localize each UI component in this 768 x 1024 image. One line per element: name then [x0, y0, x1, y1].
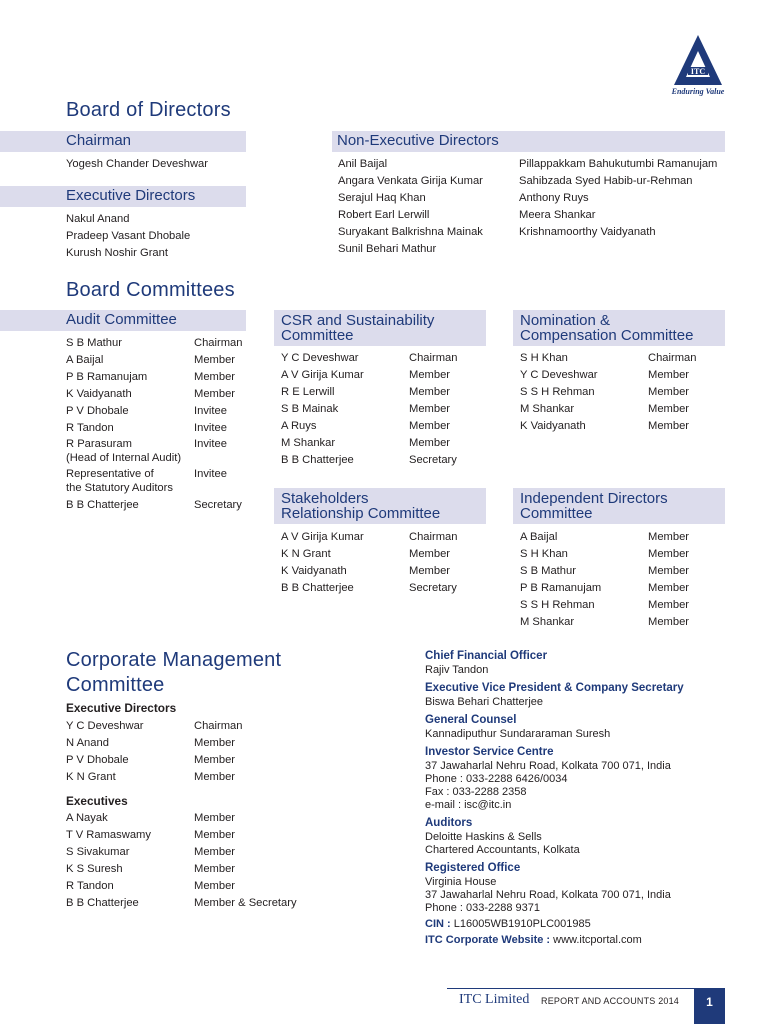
- exec-directors-list: [66, 211, 190, 262]
- auditors-firm: Deloitte Haskins & Sells: [425, 831, 542, 843]
- list-item: Krishnamoorthy Vaidyanath: [519, 226, 656, 238]
- isc-fax: Fax : 033-2288 2358: [425, 786, 527, 798]
- table-row: S H Khan Chairman: [520, 352, 697, 364]
- website-label: ITC Corporate Website :: [425, 934, 551, 946]
- table-row: R E Lerwill Member: [281, 386, 451, 398]
- table-row: P V Dhobale Invitee: [66, 405, 227, 417]
- footer-company: ITC Limited: [459, 992, 530, 1007]
- table-row: Y C Deveshwar Chairman: [66, 720, 243, 732]
- csr-label: CSR and Sustainability: [281, 312, 435, 329]
- table-row: K N Grant Member: [281, 548, 451, 560]
- table-row: K S Suresh Member: [66, 863, 236, 875]
- list-item: Sunil Behari Mathur: [338, 243, 437, 255]
- evp-heading: Executive Vice President & Company Secretary: [425, 682, 684, 694]
- table-row: R Tandon Member: [66, 880, 236, 892]
- table-row: Y C Deveshwar Member: [520, 369, 690, 381]
- board-title: Board of Directors: [66, 99, 231, 121]
- cfo-name: Rajiv Tandon: [425, 664, 489, 676]
- cmc-exec-label: Executive Directors: [66, 701, 177, 715]
- committees-title: Board Committees: [66, 279, 235, 301]
- table-row: B B Chatterjee Member & Secretary: [66, 897, 297, 909]
- nomination-band: [513, 310, 725, 346]
- table-row: S B Mainak Member: [281, 403, 451, 415]
- table-row: R Tandon Invitee: [66, 422, 227, 434]
- table-row: B B Chatterjee Secretary: [281, 454, 457, 466]
- logo-tagline: Enduring Value: [671, 87, 725, 96]
- page-number: 1: [694, 988, 725, 1024]
- isc-address: 37 Jawaharlal Nehru Road, Kolkata 700 071, India: [425, 760, 671, 772]
- isc-heading: Investor Service Centre: [425, 746, 554, 758]
- list-item: Kurush Noshir Grant: [66, 247, 168, 259]
- table-row: Y C Deveshwar Chairman: [281, 352, 458, 364]
- stakeholders-list: [281, 529, 481, 597]
- isc-email[interactable]: e-mail : isc@itc.in: [425, 799, 512, 811]
- table-row: B B Chatterjee Secretary: [66, 499, 242, 511]
- independent-list: [520, 529, 720, 631]
- audit-list: [66, 335, 256, 514]
- cmc-title-line2: Committee: [66, 674, 165, 696]
- exec-directors-band: [0, 186, 246, 207]
- table-row: A Ruys Member: [281, 420, 451, 432]
- isc-phone: Phone : 033-2288 6426/0034: [425, 773, 568, 785]
- reg-office-phone: Phone : 033-2288 9371: [425, 902, 540, 914]
- chairman-name: Yogesh Chander Deveshwar: [66, 158, 209, 170]
- table-row: S H Khan Member: [520, 548, 690, 560]
- table-row: P B Ramanujam Member: [66, 371, 236, 383]
- audit-label: Audit Committee: [66, 311, 177, 328]
- cin-line: [425, 918, 735, 931]
- cmc-executives-label: Executives: [66, 794, 128, 808]
- nonexec-label: Non-Executive Directors: [337, 132, 499, 149]
- table-row: Representative of the Statutory Auditors Invitee: [66, 468, 227, 494]
- table-row: A Baijal Member: [520, 531, 690, 543]
- nonexec-col2: [519, 156, 717, 241]
- table-row: T V Ramaswamy Member: [66, 829, 236, 841]
- table-row: P V Dhobale Member: [66, 754, 236, 766]
- cfo-heading: Chief Financial Officer: [425, 650, 548, 662]
- table-row: K N Grant Member: [66, 771, 236, 783]
- itc-logo: [666, 33, 730, 99]
- table-row: A V Girija Kumar Member: [281, 369, 451, 381]
- table-row: M Shankar Member: [281, 437, 451, 449]
- csr-label-line2: Committee: [281, 327, 354, 344]
- csr-band: [274, 310, 486, 346]
- nonexec-band: [332, 131, 725, 152]
- list-item: Robert Earl Lerwill: [338, 209, 430, 221]
- list-item: Nakul Anand: [66, 213, 130, 225]
- table-row: A Nayak Member: [66, 812, 236, 824]
- table-row: M Shankar Member: [520, 403, 690, 415]
- table-row: S B Mathur Member: [520, 565, 690, 577]
- table-row: S Sivakumar Member: [66, 846, 236, 858]
- table-row: K Vaidyanath Member: [66, 388, 236, 400]
- evp-name: Biswa Behari Chatterjee: [425, 696, 544, 708]
- table-row: A Baijal Member: [66, 354, 236, 366]
- cin-value: L16005WB1910PLC001985: [453, 918, 591, 930]
- independent-band: [513, 488, 725, 524]
- stakeholders-band: [274, 488, 486, 524]
- cmc-exec-list: [66, 718, 326, 786]
- reg-office-heading: Registered Office: [425, 862, 521, 874]
- cmc-title-line1: Corporate Management: [66, 649, 282, 671]
- nonexec-col1: [338, 156, 483, 258]
- stakeholders-label: Stakeholders: [281, 490, 369, 507]
- footer-rule: [447, 988, 725, 989]
- list-item: Sahibzada Syed Habib-ur-Rehman: [519, 175, 693, 187]
- list-item: Meera Shankar: [519, 209, 596, 221]
- table-row: S S H Rehman Member: [520, 386, 690, 398]
- table-row: S B Mathur Chairman: [66, 337, 243, 349]
- cmc-title: [66, 648, 281, 698]
- table-row: P B Ramanujam Member: [520, 582, 690, 594]
- table-row: N Anand Member: [66, 737, 236, 749]
- auditors-desc: Chartered Accountants, Kolkata: [425, 844, 580, 856]
- svg-text:ITC: ITC: [690, 67, 706, 76]
- nomination-label: Nomination &: [520, 312, 611, 329]
- table-row: R Parasuram (Head of Internal Audit) Invitee: [66, 438, 227, 464]
- independent-label-line2: Committee: [520, 505, 593, 522]
- list-item: Pradeep Vasant Dhobale: [66, 230, 191, 242]
- list-item: Pillappakkam Bahukutumbi Ramanujam: [519, 158, 718, 170]
- reg-office-building: Virginia House: [425, 876, 497, 888]
- website-link[interactable]: www.itcportal.com: [553, 934, 642, 946]
- auditors-heading: Auditors: [425, 817, 473, 829]
- cmc-executives-list: [66, 810, 326, 912]
- nomination-label-line2: Compensation Committee: [520, 327, 694, 344]
- table-row: M Shankar Member: [520, 616, 690, 628]
- table-row: K Vaidyanath Member: [520, 420, 690, 432]
- gc-name: Kannadiputhur Sundararaman Suresh: [425, 728, 611, 740]
- list-item: Anil Baijal: [338, 158, 388, 170]
- list-item: Serajul Haq Khan: [338, 192, 426, 204]
- list-item: Anthony Ruys: [519, 192, 589, 204]
- list-item: Suryakant Balkrishna Mainak: [338, 226, 483, 238]
- gc-heading: General Counsel: [425, 714, 517, 726]
- cin-label: CIN :: [425, 918, 451, 930]
- table-row: S S H Rehman Member: [520, 599, 690, 611]
- table-row: B B Chatterjee Secretary: [281, 582, 457, 594]
- exec-directors-label: Executive Directors: [66, 187, 196, 204]
- reg-office-address: 37 Jawaharlal Nehru Road, Kolkata 700 071, India: [425, 889, 671, 901]
- chairman-label: Chairman: [66, 132, 132, 149]
- audit-band: [0, 310, 246, 331]
- table-row: K Vaidyanath Member: [281, 565, 451, 577]
- info-column: [425, 649, 735, 947]
- independent-label: Independent Directors: [520, 490, 668, 507]
- table-row: A V Girija Kumar Chairman: [281, 531, 458, 543]
- nomination-list: [520, 350, 720, 435]
- footer-report: REPORT AND ACCOUNTS 2014: [541, 996, 680, 1006]
- chairman-band: [0, 131, 246, 152]
- website-line: [425, 934, 735, 947]
- csr-list: [281, 350, 481, 469]
- list-item: Angara Venkata Girija Kumar: [338, 175, 483, 187]
- stakeholders-label-line2: Relationship Committee: [281, 505, 441, 522]
